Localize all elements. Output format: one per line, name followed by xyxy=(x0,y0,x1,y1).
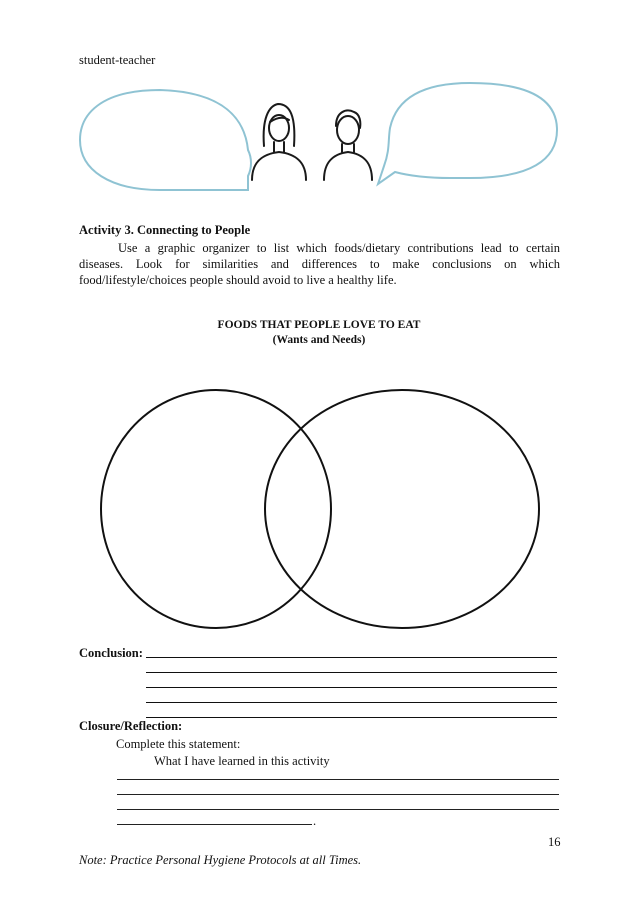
left-speech-bubble xyxy=(80,90,251,190)
conclusion-line-1[interactable] xyxy=(146,657,557,658)
venn-diagram xyxy=(0,380,638,640)
reflection-line-3[interactable] xyxy=(117,809,559,810)
man-icon xyxy=(324,111,372,180)
closure-label: Closure/Reflection: xyxy=(79,719,183,733)
reflection-line-4[interactable] xyxy=(117,824,312,825)
conclusion-line-5[interactable] xyxy=(146,717,557,718)
reflection-line-1[interactable] xyxy=(117,779,559,780)
conclusion-line-2[interactable] xyxy=(146,672,557,673)
closure-prompt: What I have learned in this activity xyxy=(154,754,330,768)
activity-instruction-line-3: food/lifestyle/choices people should avoid to live a healthy life. xyxy=(79,273,397,287)
diagram-subtitle: (Wants and Needs) xyxy=(272,334,366,346)
reflection-end-period: . xyxy=(313,814,317,828)
header-label: student-teacher xyxy=(79,53,156,67)
conclusion-label: Conclusion: xyxy=(79,646,143,660)
reflection-line-2[interactable] xyxy=(117,794,559,795)
closure-instruction: Complete this statement: xyxy=(116,737,241,751)
right-speech-bubble xyxy=(378,83,557,184)
activity-title: Activity 3. Connecting to People xyxy=(79,223,251,237)
woman-icon xyxy=(252,104,306,180)
diagram-title: FOODS THAT PEOPLE LOVE TO EAT xyxy=(217,319,421,331)
footer-note: Note: Practice Personal Hygiene Protocols at all Times. xyxy=(79,853,362,867)
venn-circle-right[interactable] xyxy=(265,390,539,628)
activity-instruction-line-2: diseases. Look for similarities and differences to make conclusions on which xyxy=(79,257,560,271)
speech-bubbles-illustration xyxy=(0,0,638,200)
conclusion-line-4[interactable] xyxy=(146,702,557,703)
page-number: 16 xyxy=(548,835,561,849)
venn-circle-left[interactable] xyxy=(101,390,331,628)
activity-instruction-line-1: Use a graphic organizer to list which foods/dietary contributions lead to certain xyxy=(118,241,560,255)
conclusion-line-3[interactable] xyxy=(146,687,557,688)
